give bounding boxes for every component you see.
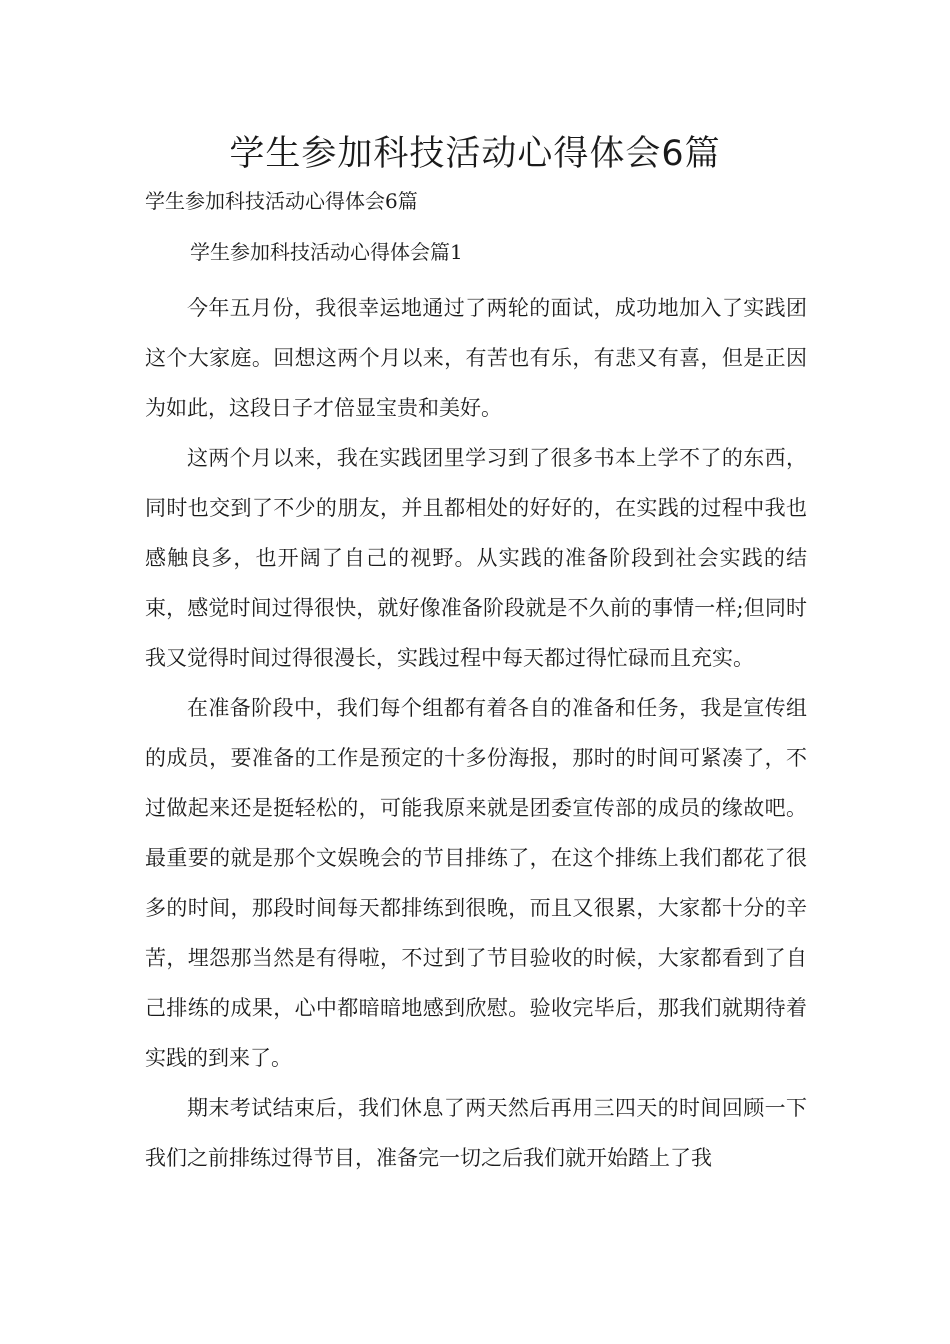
section-heading: 学生参加科技活动心得体会篇1 [190, 240, 463, 264]
document-title: 学生参加科技活动心得体会6篇 [229, 134, 721, 174]
paragraph: 期末考试结束后，我们休息了两天然后再用三四天的时间回顾一下我们之前排练过得节目，准备完一切之后我们就开始踏上了我 [145, 1096, 807, 1170]
paragraph: 今年五月份，我很幸运地通过了两轮的面试，成功地加入了实践团这个大家庭。回想这两个月以来，有苦也有乐，有悲又有喜，但是正因为如此，这段日子才倍显宝贵和美好。 [145, 296, 807, 420]
body-text [145, 283, 807, 1183]
paragraph: 在准备阶段中，我们每个组都有着各自的准备和任务，我是宣传组的成员，要准备的工作是预定的十多份海报，那时的时间可紧凑了，不过做起来还是挺轻松的，可能我原来就是团委宣传部的成员的缘故吧。最重要的就是那个文娱晚会的节目排练了，在这个排练上我们都花了很多的时间，那段时间每天都排练到很晚，而且又很累，大家都十分的辛苦，埋怨那当然是有得啦，不过到了节目验收的时候，大家都看到了自己排练的成果，心中都暗暗地感到欣慰。验收完毕后，那我们就期待着实践的到来了。 [145, 696, 807, 1070]
document-subtitle: 学生参加科技活动心得体会6篇 [145, 189, 418, 213]
paragraph: 这两个月以来，我在实践团里学习到了很多书本上学不了的东西，同时也交到了不少的朋友，并且都相处的好好的，在实践的过程中我也感触良多，也开阔了自己的视野。从实践的准备阶段到社会实践的结束，感觉时间过得很快，就好像准备阶段就是不久前的事情一样;但同时我又觉得时间过得很漫长，实践过程中每天都过得忙碌而且充实。 [145, 446, 807, 670]
